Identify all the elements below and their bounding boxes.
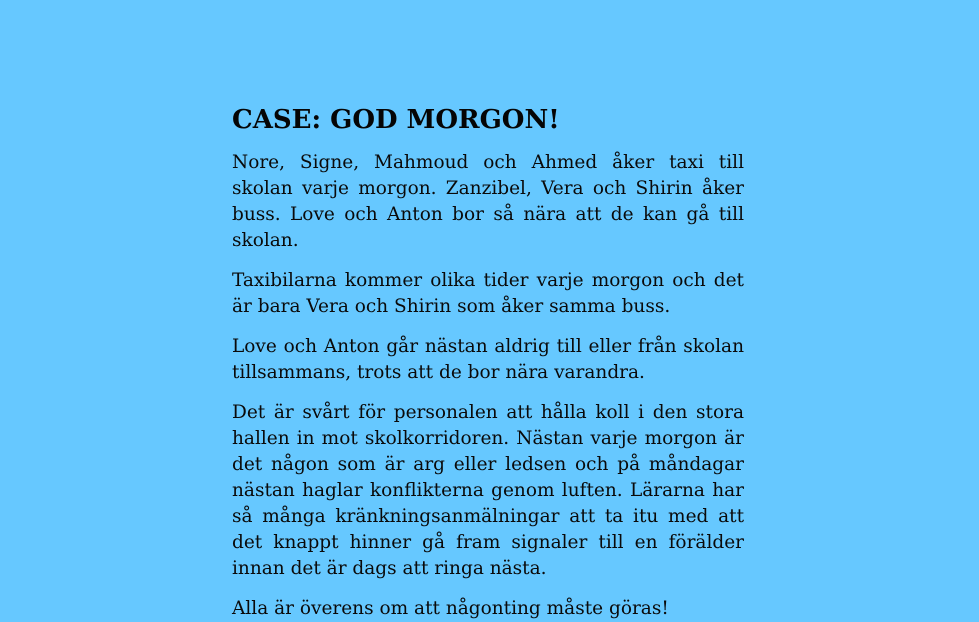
paragraph-transport: Nore, Signe, Mahmoud och Ahmed åker taxi till skolan varje morgon. Zanzibel, Vera och Shirin åker buss. Love och Anton bor så nära att de kan gå till skolan. <box>232 152 744 251</box>
paragraph-taxi-bus: Taxibilarna kommer olika tider varje morgon och det är bara Vera och Shirin som åker samma buss. <box>232 270 744 317</box>
paragraph-love-anton: Love och Anton går nästan aldrig till eller från skolan tillsammans, trots att de bor nära varandra. <box>232 336 744 383</box>
paragraph-staff-hall: Det är svårt för personalen att hålla koll i den stora hallen in mot skolkorridoren. Nästan varje morgon är det någon som är arg eller ledsen och på måndagar nästan haglar konflikterna genom luften. Lärarna har så många kränkningsanmälningar att ta itu med att det knappt hinner gå fram signaler till en förälder innan det är dags att ringa nästa. <box>232 402 744 579</box>
paragraph-conclusion: Alla är överens om att någonting måste göras! <box>232 598 669 619</box>
document-body <box>232 103 744 622</box>
case-title: CASE: GOD MORGON! <box>232 105 560 135</box>
